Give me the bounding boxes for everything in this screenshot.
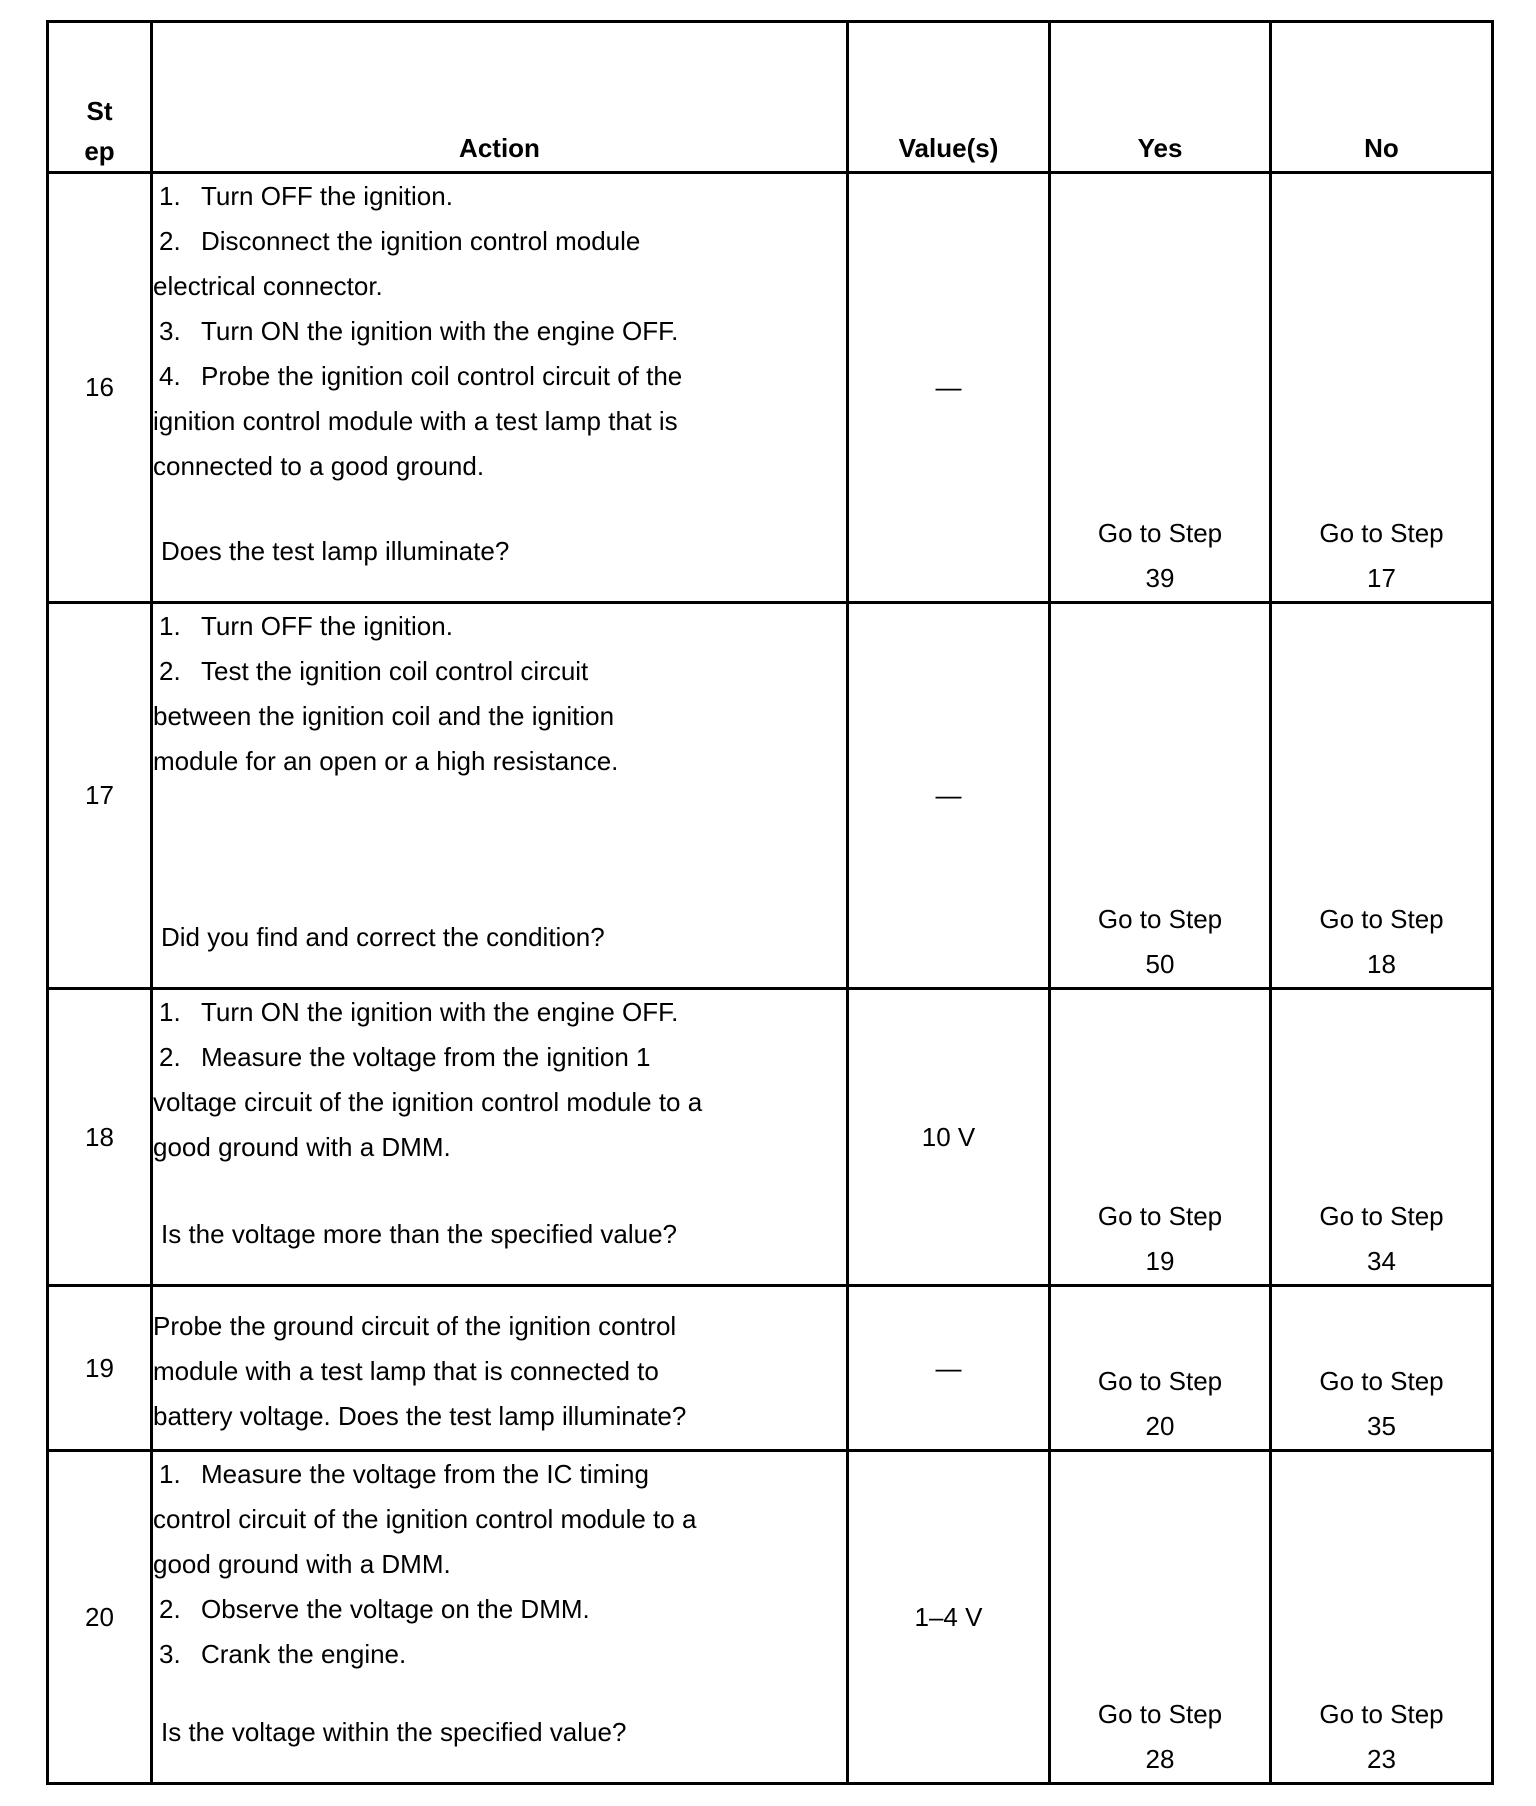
step-text: Turn OFF the ignition. (201, 181, 453, 211)
action-steps (153, 990, 846, 1170)
step-number: 16 (48, 173, 152, 603)
step-continuation: electrical connector. (153, 271, 383, 301)
step-number: 18 (48, 989, 152, 1286)
step-text: Turn OFF the ignition. (201, 611, 453, 641)
step-index: 1. (159, 1459, 181, 1489)
step-text: Turn ON the ignition with the engine OFF. (201, 997, 679, 1027)
value-cell: 1–4 V (848, 1451, 1050, 1784)
table-row-step-18 (48, 989, 1493, 1286)
action-line (153, 174, 846, 219)
diagnostic-table (46, 20, 1494, 1785)
no-step: 35 (1367, 1411, 1396, 1441)
value-cell: — (848, 603, 1050, 989)
step-continuation: connected to a good ground. (153, 451, 485, 481)
action-line (153, 354, 846, 399)
step-continuation: ignition control module with a test lamp that is (153, 406, 678, 436)
table-row-step-16 (48, 173, 1493, 603)
header-action: Action (152, 22, 848, 173)
step-text: Crank the engine. (201, 1639, 407, 1669)
step-index: 1. (159, 611, 181, 641)
no-step: 23 (1367, 1744, 1396, 1774)
no-cell (1271, 603, 1493, 989)
step-index: 3. (159, 1639, 181, 1669)
action-line (153, 309, 846, 354)
action-line (153, 649, 846, 694)
yes-cell (1050, 173, 1271, 603)
step-number: 19 (48, 1286, 152, 1451)
yes-cell (1050, 1451, 1271, 1784)
step-index: 2. (159, 1042, 181, 1072)
step-text: Probe the ignition coil control circuit of the (201, 361, 683, 391)
no-step: 18 (1367, 949, 1396, 979)
action-cell (152, 1451, 848, 1784)
step-continuation: control circuit of the ignition control module to a (153, 1504, 697, 1534)
yes-label: Go to Step (1097, 904, 1223, 934)
no-label: Go to Step (1319, 904, 1444, 934)
header-row (48, 22, 1493, 173)
action-cell (152, 989, 848, 1286)
action-question: Is the voltage more than the specified value? (161, 1219, 677, 1249)
step-index: 2. (159, 1594, 181, 1624)
step-index: 1. (159, 997, 181, 1027)
action-cell (152, 603, 848, 989)
action-paragraph-line: Probe the ground circuit of the ignition control (153, 1310, 677, 1341)
step-number: 17 (48, 603, 152, 989)
step-continuation: voltage circuit of the ignition control module to a (153, 1087, 703, 1117)
action-steps (153, 604, 846, 784)
step-index: 2. (159, 656, 181, 686)
no-cell (1271, 1286, 1493, 1451)
step-continuation: between the ignition coil and the ignition (153, 701, 615, 731)
value-cell: 10 V (848, 989, 1050, 1286)
action-question: Does the test lamp illuminate? (161, 536, 510, 566)
table-row-step-20 (48, 1451, 1493, 1784)
action-line (153, 1587, 846, 1632)
action-line (153, 219, 846, 264)
step-index: 4. (159, 361, 181, 391)
yes-cell (1050, 1286, 1271, 1451)
action-line (153, 990, 846, 1035)
header-yes: Yes (1050, 22, 1271, 173)
action-question: Did you find and correct the condition? (161, 922, 605, 952)
header-values: Value(s) (848, 22, 1050, 173)
step-text: Observe the voltage on the DMM. (201, 1594, 590, 1624)
yes-label: Go to Step (1097, 1201, 1223, 1231)
action-line (153, 1632, 846, 1677)
step-continuation: module for an open or a high resistance. (153, 746, 619, 776)
action-paragraph-line: module with a test lamp that is connected to (153, 1355, 659, 1386)
value-cell: — (848, 173, 1050, 603)
step-text: Test the ignition coil control circuit (201, 656, 589, 686)
no-label: Go to Step (1319, 518, 1444, 548)
step-text: Turn ON the ignition with the engine OFF. (201, 316, 679, 346)
no-step: 17 (1367, 563, 1396, 593)
step-text: Disconnect the ignition control module (201, 226, 641, 256)
table-row-step-17 (48, 603, 1493, 989)
no-step: 34 (1367, 1246, 1396, 1276)
action-question: Is the voltage within the specified value? (161, 1717, 627, 1747)
yes-label: Go to Step (1097, 1699, 1223, 1729)
yes-step: 50 (1145, 949, 1175, 979)
yes-step: 39 (1145, 563, 1175, 593)
step-number: 20 (48, 1451, 152, 1784)
action-cell (152, 1286, 848, 1451)
header-step (48, 22, 152, 173)
action-paragraph-line: battery voltage. Does the test lamp illuminate? (153, 1400, 687, 1431)
table-row-step-19 (48, 1286, 1493, 1451)
yes-step: 20 (1145, 1411, 1175, 1441)
no-label: Go to Step (1319, 1201, 1444, 1231)
step-continuation: good ground with a DMM. (153, 1132, 451, 1162)
yes-label: Go to Step (1097, 518, 1223, 548)
yes-step: 28 (1145, 1744, 1175, 1774)
action-steps (153, 1452, 846, 1677)
no-cell (1271, 173, 1493, 603)
yes-cell (1050, 989, 1271, 1286)
step-index: 1. (159, 181, 181, 211)
no-cell (1271, 1451, 1493, 1784)
no-label: Go to Step (1319, 1699, 1444, 1729)
action-steps (153, 174, 846, 489)
action-line (153, 1035, 846, 1080)
step-text: Measure the voltage from the ignition 1 (201, 1042, 651, 1072)
step-index: 3. (159, 316, 181, 346)
action-cell (152, 173, 848, 603)
step-text: Measure the voltage from the IC timing (201, 1459, 649, 1489)
action-line (153, 1452, 846, 1497)
action-line (153, 604, 846, 649)
value-cell: — (848, 1286, 1050, 1451)
no-label: Go to Step (1319, 1366, 1444, 1396)
no-cell (1271, 989, 1493, 1286)
header-step-line2: ep (84, 136, 115, 166)
header-no: No (1271, 22, 1493, 173)
step-index: 2. (159, 226, 181, 256)
header-step-line1: St (86, 96, 113, 126)
step-continuation: good ground with a DMM. (153, 1549, 451, 1579)
yes-cell (1050, 603, 1271, 989)
yes-label: Go to Step (1097, 1366, 1223, 1396)
yes-step: 19 (1145, 1246, 1175, 1276)
